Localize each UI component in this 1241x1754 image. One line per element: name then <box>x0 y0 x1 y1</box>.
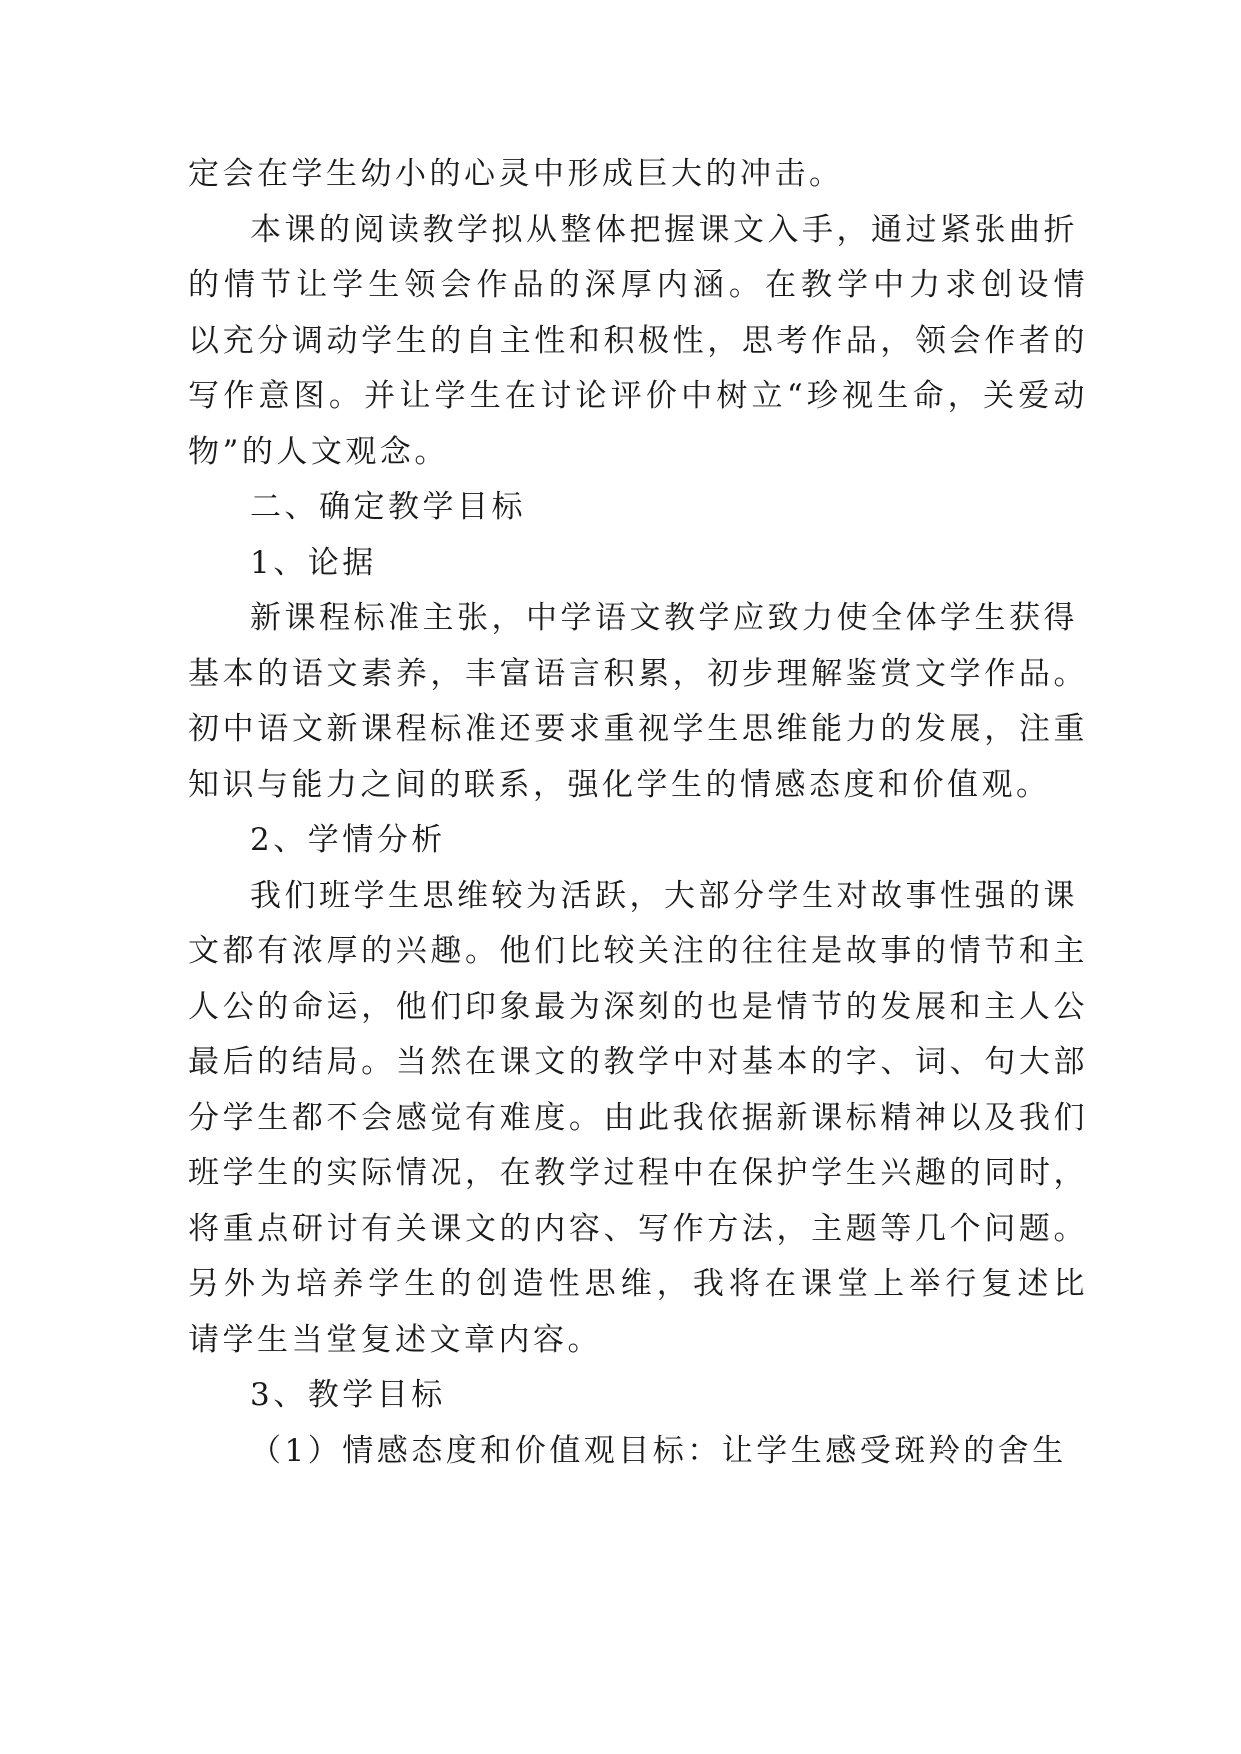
text-line <box>188 322 1088 360</box>
text-line <box>188 433 1088 471</box>
text-line-content: 物”的人文观念。 <box>188 433 449 470</box>
text-line-content: 基本的语文素养，丰富语言积累，初步理解鉴赏文学作品。 <box>188 655 1088 692</box>
text-line <box>188 266 1088 304</box>
text-line-content: 初中语文新课程标准还要求重视学生思维能力的发展，注重 <box>188 711 1088 747</box>
text-line-content: 以充分调动学生的自主性和积极性，思考作品，领会作者的 <box>188 322 1088 359</box>
text-line <box>188 766 1088 804</box>
text-line <box>188 377 1088 415</box>
document-page <box>188 155 1088 1487</box>
text-line <box>188 1154 1088 1192</box>
text-line <box>188 155 1088 193</box>
text-line-content: 班学生的实际情况，在教学过程中在保护学生兴趣的同时， <box>188 1155 1088 1191</box>
text-line <box>188 655 1088 693</box>
text-line-content: 3、教学目标 <box>250 1377 446 1413</box>
text-line-content: 二、确定教学目标 <box>250 489 526 525</box>
text-line-content: 文都有浓厚的兴趣。他们比较关注的往往是故事的情节和主 <box>188 933 1088 969</box>
text-line <box>188 211 1088 249</box>
text-line-content: 知识与能力之间的联系，强化学生的情感态度和价值观。 <box>188 766 1051 803</box>
text-line <box>188 1321 1088 1359</box>
text-line <box>188 1043 1088 1081</box>
text-line-content: 2、学情分析 <box>250 822 446 858</box>
text-line-content: 本课的阅读教学拟从整体把握课文入手，通过紧张曲折 <box>250 211 1078 248</box>
text-line-content: 最后的结局。当然在课文的教学中对基本的字、词、句大部 <box>188 1044 1088 1080</box>
text-line-content: 人公的命运，他们印象最为深刻的也是情节的发展和主人公 <box>188 988 1088 1025</box>
text-line <box>188 1376 1088 1414</box>
text-line <box>188 988 1088 1026</box>
text-line <box>188 544 1088 582</box>
text-line <box>188 488 1088 526</box>
text-line <box>188 1210 1088 1248</box>
text-line <box>188 821 1088 859</box>
text-line-content: 1、论据 <box>250 544 377 581</box>
text-line-content: （1）情感态度和价值观目标：让学生感受斑羚的舍生 <box>250 1432 1067 1469</box>
text-line-content: 将重点研讨有关课文的内容、写作方法，主题等几个问题。 <box>188 1210 1088 1247</box>
text-line-content: 请学生当堂复述文章内容。 <box>188 1321 602 1358</box>
text-line <box>188 710 1088 748</box>
text-line <box>188 1265 1088 1303</box>
text-line-content: 写作意图。并让学生在讨论评价中树立“珍视生命，关爱动 <box>188 378 1088 414</box>
text-line-content: 定会在学生幼小的心灵中形成巨大的冲击。 <box>188 156 844 192</box>
text-line <box>188 1099 1088 1137</box>
text-line-content: 分学生都不会感觉有难度。由此我依据新课标精神以及我们 <box>188 1099 1088 1136</box>
text-line <box>188 1432 1088 1470</box>
text-line <box>188 932 1088 970</box>
text-line <box>188 877 1088 915</box>
text-line-content: 我们班学生思维较为活跃，大部分学生对故事性强的课 <box>250 877 1078 914</box>
text-line <box>188 599 1088 637</box>
text-line-content: 的情节让学生领会作品的深厚内涵。在教学中力求创设情 <box>188 267 1088 303</box>
text-line-content: 另外为培养学生的创造性思维，我将在课堂上举行复述比 <box>188 1266 1088 1302</box>
text-line-content: 新课程标准主张，中学语文教学应致力使全体学生获得 <box>250 600 1078 636</box>
